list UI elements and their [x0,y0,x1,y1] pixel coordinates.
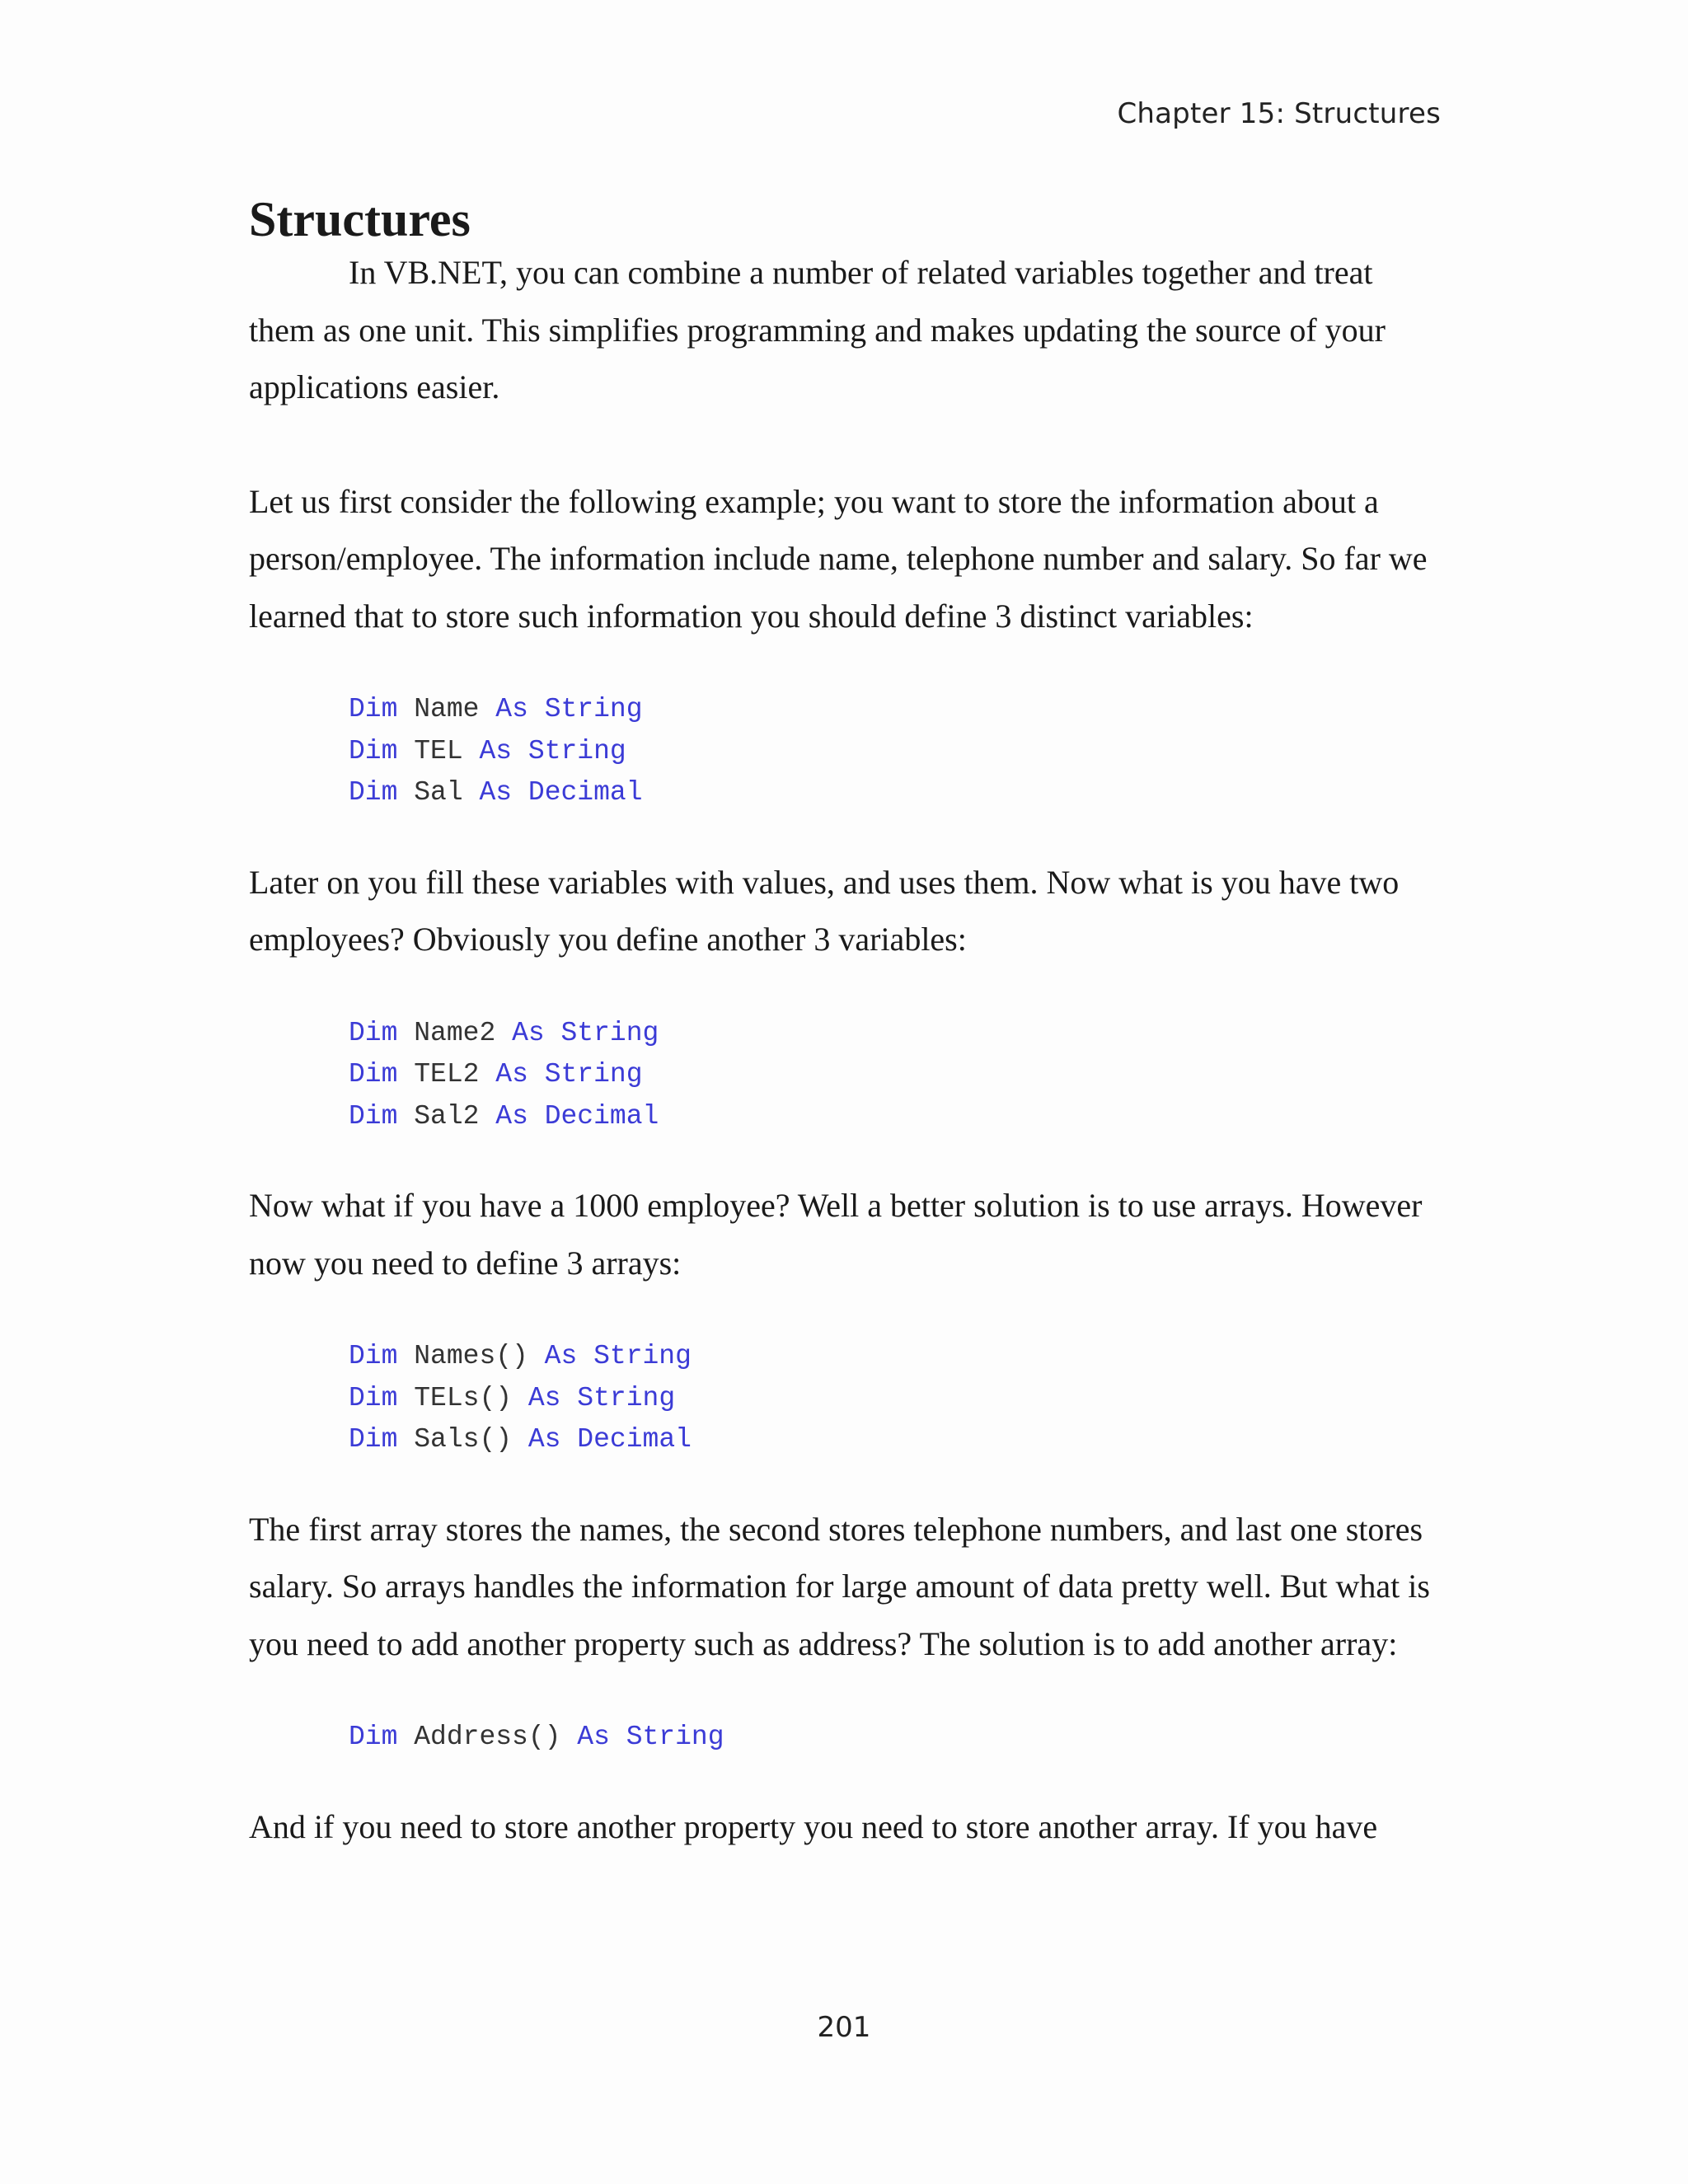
page-number: 201 [817,2011,871,2044]
code-keyword: As [495,1059,528,1090]
code-identifier: TEL [414,735,463,766]
paragraph-intro: In VB.NET, you can combine a number of related variables together and treat them as one unit. This simplifies programming and makes updating the source of your applications easier. [249,254,1386,405]
code-keyword: Dim [349,1100,398,1132]
code-type: String [577,1382,676,1413]
code-type: String [626,1722,724,1752]
code-keyword: Dim [349,777,398,808]
code-type: Decimal [528,777,643,808]
code-keyword: Dim [349,1424,398,1455]
code-keyword: As [512,1017,545,1048]
code-line [349,1096,1444,1138]
code-type: Decimal [544,1100,659,1132]
code-keyword: Dim [349,1382,398,1413]
section-title: Structures [249,192,471,246]
code-keyword: Dim [349,735,398,766]
code-block-address [249,1717,1444,1759]
code-keyword: As [528,1424,561,1455]
code-line [349,1336,1444,1378]
code-line [349,731,1444,773]
code-keyword: As [544,1341,578,1371]
code-identifier: TELs() [414,1382,513,1413]
code-type: String [593,1341,692,1371]
code-line [349,1013,1444,1055]
code-keyword: As [495,1100,528,1132]
code-line [349,1054,1444,1096]
code-keyword: Dim [349,1059,398,1090]
code-type: String [560,1017,659,1048]
code-line [349,1419,1444,1461]
code-keyword: As [479,777,513,808]
code-line [349,772,1444,814]
code-identifier: Address() [414,1722,561,1752]
code-keyword: Dim [349,1017,398,1048]
code-keyword: As [479,735,513,766]
code-line [349,1717,1444,1759]
code-line [349,1378,1444,1420]
code-identifier: Sal [414,777,463,808]
code-block-arrays [249,1336,1444,1461]
paragraph-arrays: Now what if you have a 1000 employee? Well a better solution is to use arrays. However now you need to define 3 arrays: [249,1187,1423,1282]
code-block-variables [249,689,1444,814]
code-identifier: Names() [414,1341,528,1371]
code-identifier: Sal2 [414,1100,480,1132]
paragraph-example: Let us first consider the following example; you want to store the information about a person/employee. The information include name, telephone number and salary. So far we learned that to store such information you should define 3 distinct variables: [249,482,1428,635]
code-identifier: Name [414,694,480,724]
code-line [349,689,1444,731]
running-header: Chapter 15: Structures [1117,97,1441,130]
code-type: Decimal [577,1424,692,1455]
paragraph-address: The first array stores the names, the second stores telephone numbers, and last one stores salary. So arrays handles the information for large amount of data pretty well. But what is you need to add another property such as address? The solution is to add another array: [249,1510,1430,1662]
code-type: String [544,1059,643,1090]
code-keyword: As [577,1722,610,1752]
code-keyword: As [495,694,528,724]
code-keyword: As [528,1382,561,1413]
code-identifier: Name2 [414,1017,496,1048]
paragraph-continuation: And if you need to store another property you need to store another array. If you have [249,1807,1378,1845]
paragraph-two-employees: Later on you fill these variables with values, and uses them. Now what is you have two employees? Obviously you define another 3 variables: [249,863,1400,958]
code-keyword: Dim [349,694,398,724]
code-block-second-variables [249,1013,1444,1138]
code-keyword: Dim [349,1341,398,1371]
code-type: String [528,735,626,766]
code-keyword: Dim [349,1722,398,1752]
code-identifier: TEL2 [414,1059,480,1090]
code-identifier: Sals() [414,1424,513,1455]
code-type: String [544,694,643,724]
page-content [249,194,1444,1855]
